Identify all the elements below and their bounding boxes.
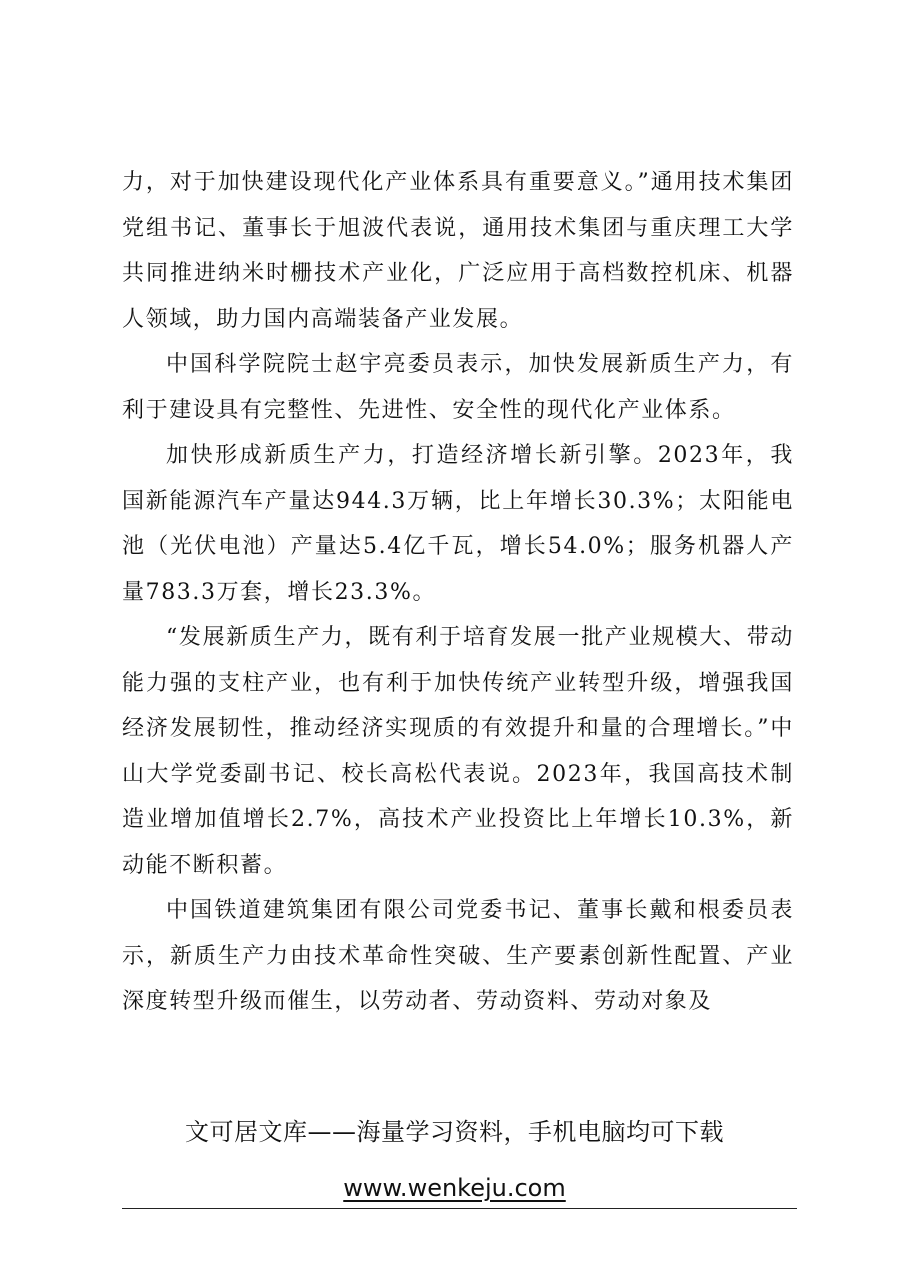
paragraph-continuation: 力，对于加快建设现代化产业体系具有重要意义。”通用技术集团党组书记、董事长于旭波代表说，通用技术集团与重庆理工大学共同推进纳米时栅技术产业化，广泛应用于高档数控机床、机器人领域，助力国内高端装备产业发展。 <box>122 170 794 332</box>
footer-title: 文可居文库——海量学习资料，手机电脑均可下载 <box>185 1118 724 1146</box>
document-body <box>122 160 794 1025</box>
footer-divider <box>122 1208 797 1209</box>
paragraph: 加快形成新质生产力，打造经济增长新引擎。2023年，我国新能源汽车产量达944.3万辆，比上年增长30.3%；太阳能电池（光伏电池）产量达5.4亿千瓦，增长54.0%；服务机器人产量783.3万套，增长23.3%。 <box>122 443 794 605</box>
paragraph: 中国科学院院士赵宇亮委员表示，加快发展新质生产力，有利于建设具有完整性、先进性、安全性的现代化产业体系。 <box>122 352 794 423</box>
paragraph: 中国铁道建筑集团有限公司党委书记、董事长戴和根委员表示，新质生产力由技术革命性突破、生产要素创新性配置、产业深度转型升级而催生，以劳动者、劳动资料、劳动对象及 <box>122 898 794 1014</box>
paragraph: “发展新质生产力，既有利于培育发展一批产业规模大、带动能力强的支柱产业，也有利于加快传统产业转型升级，增强我国经济发展韧性，推动经济实现质的有效提升和量的合理增长。”中山大学党委副书记、校长高松代表说。2023年，我国高技术制造业增加值增长2.7%，高技术产业投资比上年增长10.3%，新动能不断积蓄。 <box>122 625 794 878</box>
footer-url-link[interactable]: www.wenkeju.com <box>343 1174 566 1202</box>
